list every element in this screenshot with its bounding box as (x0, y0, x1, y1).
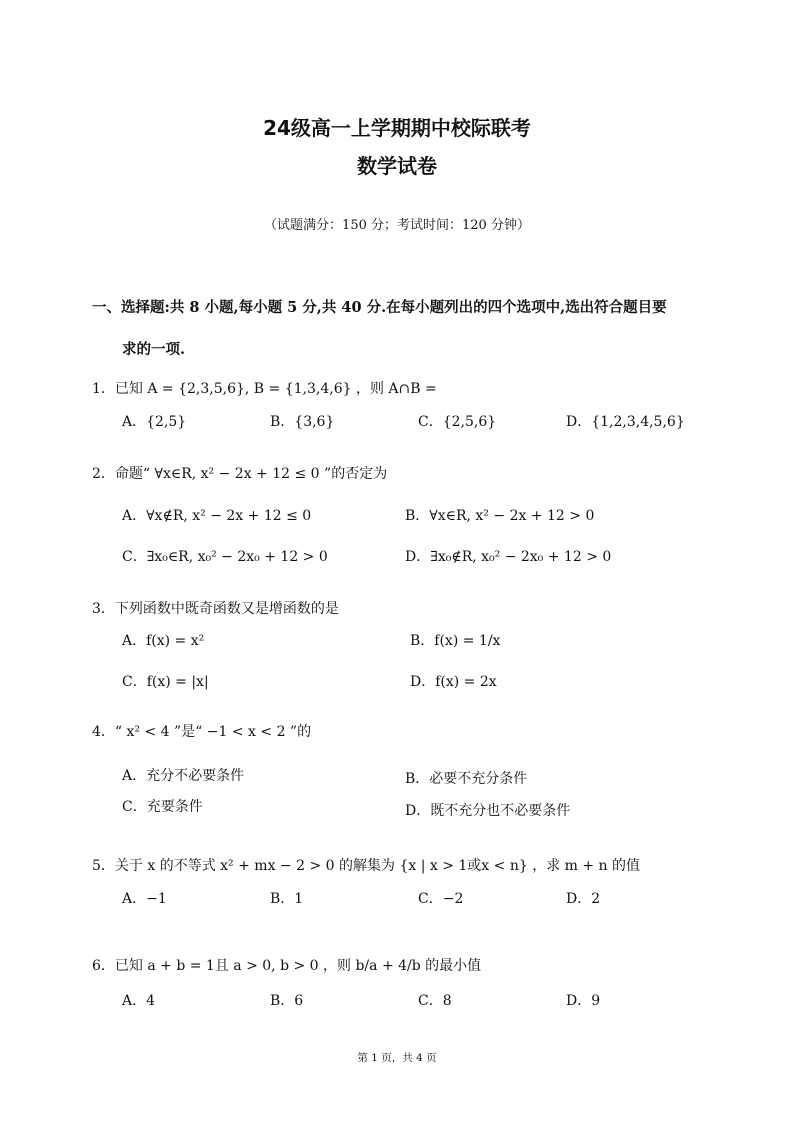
q6-option-c: C．8 (418, 993, 452, 1009)
section-heading: 一、选择题:共 8 小题,每小题 5 分,共 40 分.在每小题列出的四个选项中,选出符合题目要 (92, 299, 667, 316)
exam-subtitle: 数学试卷 (357, 154, 437, 178)
q3-option-b: B．f(x) = 1/x (410, 633, 501, 649)
q5-option-c: C．−2 (418, 891, 464, 907)
q1-option-c: C．{2,5,6} (418, 414, 497, 430)
q3-option-a: A．f(x) = x² (122, 633, 205, 649)
q4-option-b: B．必要不充分条件 (405, 771, 528, 787)
question-5: 5．关于 x 的不等式 x² + mx − 2 > 0 的解集为 {x | x > 1或x < n} ，求 m + n 的值 (92, 858, 641, 874)
q2-option-c: C．∃x₀∈R, x₀² − 2x₀ + 12 > 0 (122, 549, 328, 565)
q2-option-d: D．∃x₀∉R, x₀² − 2x₀ + 12 > 0 (405, 549, 612, 565)
question-6: 6．已知 a + b = 1且 a > 0, b > 0 ，则 b/a + 4/b 的最小值 (92, 958, 482, 974)
q2-option-b: B．∀x∈R, x² − 2x + 12 > 0 (405, 508, 595, 524)
q1-option-b: B．{3,6} (270, 414, 335, 430)
q2-option-a: A．∀x∉R, x² − 2x + 12 ≤ 0 (122, 508, 312, 524)
q6-option-d: D．9 (566, 993, 601, 1009)
exam-info: （试题满分：150 分；考试时间：120 分钟） (264, 218, 530, 233)
q5-option-b: B．1 (270, 891, 304, 907)
q3-option-d: D．f(x) = 2x (410, 674, 497, 690)
q5-option-a: A．−1 (122, 891, 167, 907)
question-3: 3．下列函数中既奇函数又是增函数的是 (92, 601, 339, 617)
q4-option-d: D．既不充分也不必要条件 (405, 803, 571, 819)
question-1: 1．已知 A = {2,3,5,6}, B = {1,3,4,6} ，则 A∩B = (92, 381, 437, 397)
page-footer: 第 1 页，共 4 页 (357, 1052, 437, 1064)
exam-title: 24级高一上学期期中校际联考 (263, 116, 531, 140)
q4-option-c: C．充要条件 (122, 799, 203, 815)
q1-option-d: D．{1,2,3,4,5,6} (566, 414, 685, 430)
q1-option-a: A．{2,5} (122, 414, 187, 430)
q5-option-d: D．2 (566, 891, 601, 907)
q6-option-a: A．4 (122, 993, 156, 1009)
section-heading-cont: 求的一项. (122, 341, 186, 358)
q3-option-c: C．f(x) = |x| (122, 674, 209, 690)
question-2: 2．命题“ ∀x∈R, x² − 2x + 12 ≤ 0 ”的否定为 (92, 466, 388, 482)
q6-option-b: B．6 (270, 993, 304, 1009)
question-4: 4．“ x² < 4 ”是“ −1 < x < 2 ”的 (92, 724, 312, 740)
q4-option-a: A．充分不必要条件 (122, 768, 245, 784)
